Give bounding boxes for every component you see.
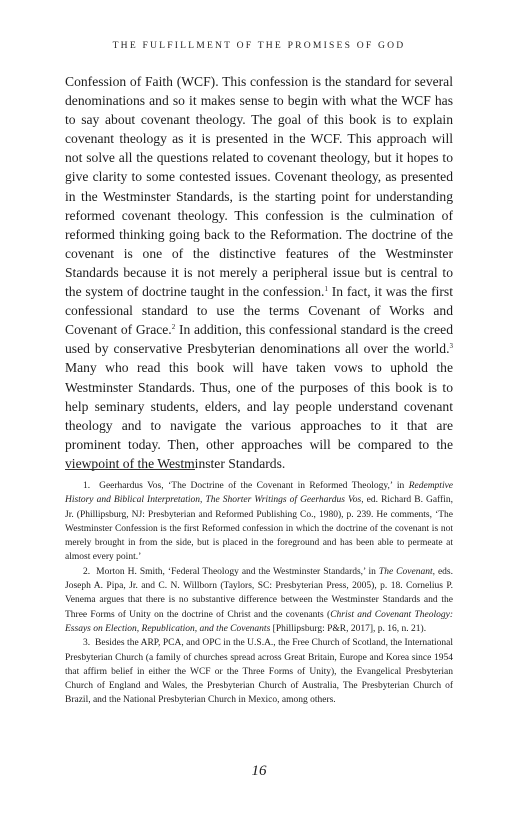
footnote-number: 2. <box>83 566 91 577</box>
footnote-1 <box>65 479 453 565</box>
footnote-ref-3[interactable]: 3 <box>449 342 453 351</box>
page-number: 16 <box>251 763 267 779</box>
footnote-separator <box>65 469 195 470</box>
footnote-text: , eds. Joseph A. Pipa, Jr. and C. N. Willborn (Taylors, SC: Presbyterian Press, 2005), p. 18. Cornelius P. Venema argues that there is no substantive difference between the Westminster Standards and the Three Forms of Unity on the doctrine of Christ and the covenants ( <box>65 566 454 620</box>
footnote-text: Morton H. Smith, ‘Federal Theology and the Westminster Standards,’ in <box>96 566 379 577</box>
footnote-text: Geerhardus Vos, ‘The Doctrine of the Covenant in Reformed Theology,’ in <box>99 481 409 491</box>
footnote-title: Christ and Covenant Theology: Essays on Election, Republication, and the Covenants <box>65 609 453 634</box>
body-paragraph <box>65 72 453 473</box>
footnote-text: , ed. Richard B. Gaffin, Jr. (Phillipsburg, NJ: Presbyterian and Reformed Publishing Co., 1980), p. 239. He comments, ‘The Westminster Confession is the first Reformed confession in which the doctrine of the covenant is not merely brought in from the side, but is placed in the foreground and has been able to permeate at almost every point.’ <box>65 495 454 563</box>
paragraph-text-2: In fact, it was the first confessional standard to use the terms Covenant of Works and Covenant of Grace. <box>65 284 454 338</box>
footnote-text: Besides the ARP, PCA, and OPC in the U.S.A., the Free Church of Scotland, the International Presbyterian Church (a family of churches spread across Great Britain, Europe and Korea since 1954 that affirm belief in either the WCF or the Three Forms of Unity), the Evangelical Presbyterian Church of England and Wales, the Presbyterian Church of Australia, The Presbyterian Church of Brazil, and the National Presbyterian Church in Mexico, among others. <box>65 638 454 706</box>
footnote-number: 3. <box>83 638 91 649</box>
footnote-ref-2[interactable]: 2 <box>171 323 176 332</box>
footnote-number: 1. <box>83 481 91 491</box>
footnotes <box>65 479 453 708</box>
footnote-text: [Phillipsburg: P&R, 2017], p. 16, n. 21). <box>270 623 427 634</box>
footnote-title: Redemptive History and Biblical Interpretation, The Shorter Writings of Geerhardus Vos <box>65 481 454 506</box>
paragraph-text-1: Confession of Faith (WCF). This confession is the standard for several denominations and so it makes sense to begin with what the WCF has to say about covenant theology. The goal of this book is to explain covenant theology as it is presented in the WCF. This approach will not solve all the questions related to covenant theology, but it hopes to give clarity to some contested issues. Covenant theology, as presented in the Westminster Standards, is the starting point for understanding reformed covenant theology. This confession is the culmination of reformed thinking going back to the Reformation. The doctrine of the covenant is one of the distinctive features of the Westminster Standards because it is not merely a peripheral issue but is central to the system of doctrine taught in the confession. <box>65 74 453 300</box>
footnote-title: The Covenant <box>378 566 433 577</box>
paragraph-text-3: In addition, this confessional standard is the creed used by conservative Presbyterian denominations all over the world. <box>65 322 454 357</box>
paragraph-text-4: Many who read this book will have taken vows to uphold the Westminster Standards. Thus, one of the purposes of this book is to help seminary students, elders, and lay people understand covenant theology and to navigate the various approaches to it that are prominent today. Then, other approaches will be compared to the viewpoint of the Westminster Standards. <box>65 360 453 471</box>
footnote-3 <box>65 636 453 707</box>
footnote-2 <box>65 565 453 636</box>
main-text <box>65 72 453 473</box>
running-header: THE FULFILLMENT OF THE PROMISES OF GOD <box>112 40 406 51</box>
footnote-ref-1[interactable]: 1 <box>324 285 328 294</box>
